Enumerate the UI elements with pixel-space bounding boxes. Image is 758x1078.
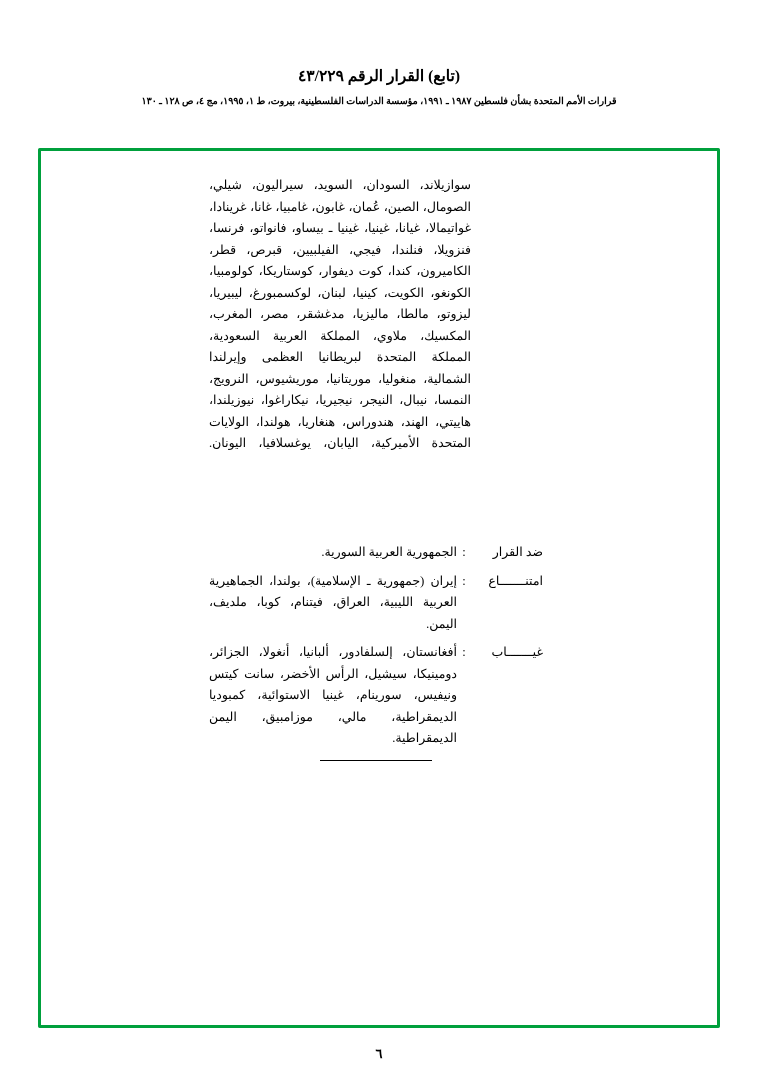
section-divider (209, 760, 543, 761)
vote-row-value (209, 571, 457, 636)
vote-row-label: غيـــــــاب (491, 645, 543, 659)
page-source-citation: قرارات الأمم المتحدة بشأن فلسطين ١٩٨٧ ـ ١٩٩١، مؤسسة الدراسات الفلسطينية، بيروت، ط ١، ١٩٩٥، مج ٤، ص ١٢٨ ـ ١٣٠ (141, 96, 617, 107)
vote-row-absent (209, 642, 543, 750)
page-header (0, 68, 758, 108)
vote-row-label: ضد القرار (492, 545, 543, 559)
vote-row-label: امتنـــــــاع (488, 573, 543, 588)
page-title: (تابع) القرار الرقم ٤٣/٢٢٩ (297, 68, 460, 85)
vote-row-value-main: أفغانستان، إلسلفادور، ألبانيا، أنغولا، الجزائر، دومينيكا، سيشيل، الرأس الأخضر، سانت كيتس ونيفيس، سورينام، غينيا الاستوائية، كمبوديا (209, 645, 457, 702)
vote-row-colon: : (462, 573, 466, 588)
vote-row-value-tail: اليمن. (426, 616, 457, 631)
vote-row-value (209, 642, 457, 750)
page-footer (0, 1046, 758, 1062)
vote-row-colon: : (462, 545, 466, 559)
vote-row-value-main: إيران (جمهورية ـ الإسلامية)، بولندا، الجماهيرية العربية الليبية، العراق، فيتنام، كوبا، ملديف، (209, 573, 457, 609)
vote-row-against (209, 542, 543, 564)
horizontal-rule (320, 760, 432, 761)
vote-row-abstained (209, 571, 543, 636)
countries-paragraph: سوازيلاند، السودان، السويد، سيراليون، شيلي، الصومال، الصين، عُمان، غابون، غامبيا، غانا، غرينادا، غواتيمالا، غيانا، غينيا، غينيا ـ بيساو، فانواتو، فرنسا، فنزويلا، فنلندا، فيجي، الفيلبيين، قبرص، قطر، الكاميرون، كندا، كوت ديفوار، كوستاريكا، كولومبيا، الكونغو، الكويت، كينيا، لبنان، لوكسمبورغ، ليبيريا، ليزوتو، مالطا، ماليزيا، مدغشقر، مصر، المغرب، المكسيك، ملاوي، المملكة العربية السعودية، المملكة المتحدة لبريطانيا العظمى وإيرلندا الشمالية، منغوليا، موريتانيا، موريشيوس، النرويج، النمسا، نيبال، النيجر، نيجيريا، نيكاراغوا، نيوزيلندا، هاييتي، الهند، هندوراس، هنغاريا، هولندا، الولايات المتحدة الأميركية، اليابان، يوغسلافيا، اليونان. (209, 178, 471, 450)
vote-row-value: الجمهورية العربية السورية. (321, 545, 457, 559)
vote-row-value-tail: الديمقراطية، مالي، موزامبيق، اليمن الديمقراطية. (209, 709, 457, 745)
vote-row-colon: : (462, 645, 466, 659)
page-number: ٦ (375, 1046, 383, 1061)
vote-results-list (209, 542, 543, 757)
